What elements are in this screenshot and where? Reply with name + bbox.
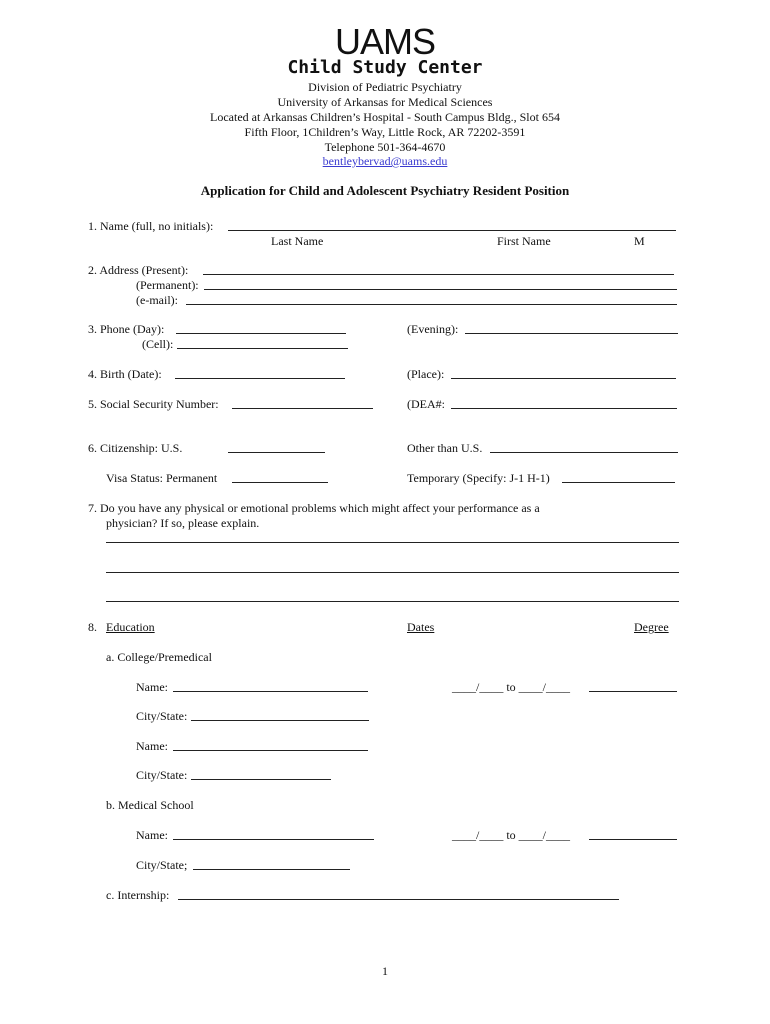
header-line-university: University of Arkansas for Medical Sciences — [277, 95, 493, 109]
dates-heading: Dates — [407, 620, 435, 634]
college-city-state-2-field[interactable] — [191, 779, 331, 780]
address-present-label: 2. Address (Present): — [88, 263, 189, 277]
phone-cell-field[interactable] — [177, 348, 348, 349]
address-present-field[interactable] — [203, 274, 674, 275]
college-city-state-label: City/State: — [136, 709, 188, 723]
header-line-division: Division of Pediatric Psychiatry — [308, 80, 462, 94]
education-number: 8. — [88, 620, 97, 634]
first-name-caption: First Name — [497, 234, 551, 248]
college-degree-field[interactable] — [589, 691, 677, 692]
header-line-telephone: Telephone 501-364-4670 — [324, 140, 446, 154]
phone-day-field[interactable] — [176, 333, 346, 334]
problems-question-line2: physician? If so, please explain. — [106, 516, 260, 530]
dea-label: (DEA#: — [407, 397, 445, 411]
explanation-line-3[interactable] — [106, 601, 679, 602]
college-name-2-label: Name: — [136, 739, 168, 753]
citizenship-label: 6. Citizenship: U.S. — [88, 441, 183, 455]
college-name-field[interactable] — [173, 691, 368, 692]
explanation-line-2[interactable] — [106, 572, 679, 573]
college-name-label: Name: — [136, 680, 168, 694]
ssn-field[interactable] — [232, 408, 373, 409]
medical-school-city-state-label: City/State; — [136, 858, 188, 872]
header-line-location: Located at Arkansas Children’s Hospital - South Campus Bldg., Slot 654 — [210, 110, 560, 124]
ssn-label: 5. Social Security Number: — [88, 397, 219, 411]
name-field[interactable] — [228, 230, 676, 231]
phone-day-label: 3. Phone (Day): — [88, 322, 165, 336]
name-label: 1. Name (full, no initials): — [88, 219, 214, 233]
phone-evening-label: (Evening): — [407, 322, 459, 336]
form-title: Application for Child and Adolescent Psychiatry Resident Position — [200, 183, 570, 198]
college-heading: a. College/Premedical — [106, 650, 212, 664]
birth-place-field[interactable] — [451, 378, 676, 379]
college-dates-field[interactable]: ____/____ to ____/____ — [452, 680, 571, 694]
email-field[interactable] — [186, 304, 677, 305]
college-city-state-2-label: City/State: — [136, 768, 188, 782]
email-link[interactable]: bentleybervad@uams.edu — [322, 154, 448, 168]
visa-temporary-label: Temporary (Specify: J-1 H-1) — [407, 471, 550, 485]
page-number: 1 — [382, 964, 388, 978]
degree-heading: Degree — [634, 620, 669, 634]
birth-date-label: 4. Birth (Date): — [88, 367, 162, 381]
center-name: Child Study Center — [287, 57, 483, 78]
medical-school-dates-field[interactable]: ____/____ to ____/____ — [452, 828, 571, 842]
internship-field[interactable] — [178, 899, 619, 900]
uams-logo: UAMS — [334, 21, 435, 62]
birth-place-label: (Place): — [407, 367, 445, 381]
citizenship-us-field[interactable] — [228, 452, 325, 453]
internship-label: c. Internship: — [106, 888, 170, 902]
middle-initial-caption: M — [634, 234, 645, 248]
phone-evening-field[interactable] — [465, 333, 678, 334]
education-heading: Education — [106, 620, 155, 634]
citizenship-other-label: Other than U.S. — [407, 441, 483, 455]
visa-permanent-field[interactable] — [232, 482, 328, 483]
citizenship-other-field[interactable] — [490, 452, 678, 453]
medical-school-city-state-field[interactable] — [193, 869, 350, 870]
medical-school-name-field[interactable] — [173, 839, 374, 840]
problems-question-line1: 7. Do you have any physical or emotional problems which might affect your performance as a — [88, 501, 540, 515]
visa-permanent-label: Visa Status: Permanent — [106, 471, 218, 485]
college-name-2-field[interactable] — [173, 750, 368, 751]
medical-school-name-label: Name: — [136, 828, 168, 842]
dea-field[interactable] — [451, 408, 677, 409]
explanation-line-1[interactable] — [106, 542, 679, 543]
phone-cell-label: (Cell): — [142, 337, 174, 351]
medical-school-degree-field[interactable] — [589, 839, 677, 840]
college-city-state-field[interactable] — [191, 720, 369, 721]
birth-date-field[interactable] — [175, 378, 345, 379]
visa-temporary-field[interactable] — [562, 482, 675, 483]
address-permanent-field[interactable] — [204, 289, 677, 290]
header-line-address: Fifth Floor, 1Children’s Way, Little Rock, AR 72202-3591 — [244, 125, 526, 139]
medical-school-heading: b. Medical School — [106, 798, 194, 812]
email-label: (e-mail): — [136, 293, 178, 307]
address-permanent-label: (Permanent): — [136, 278, 199, 292]
last-name-caption: Last Name — [271, 234, 324, 248]
